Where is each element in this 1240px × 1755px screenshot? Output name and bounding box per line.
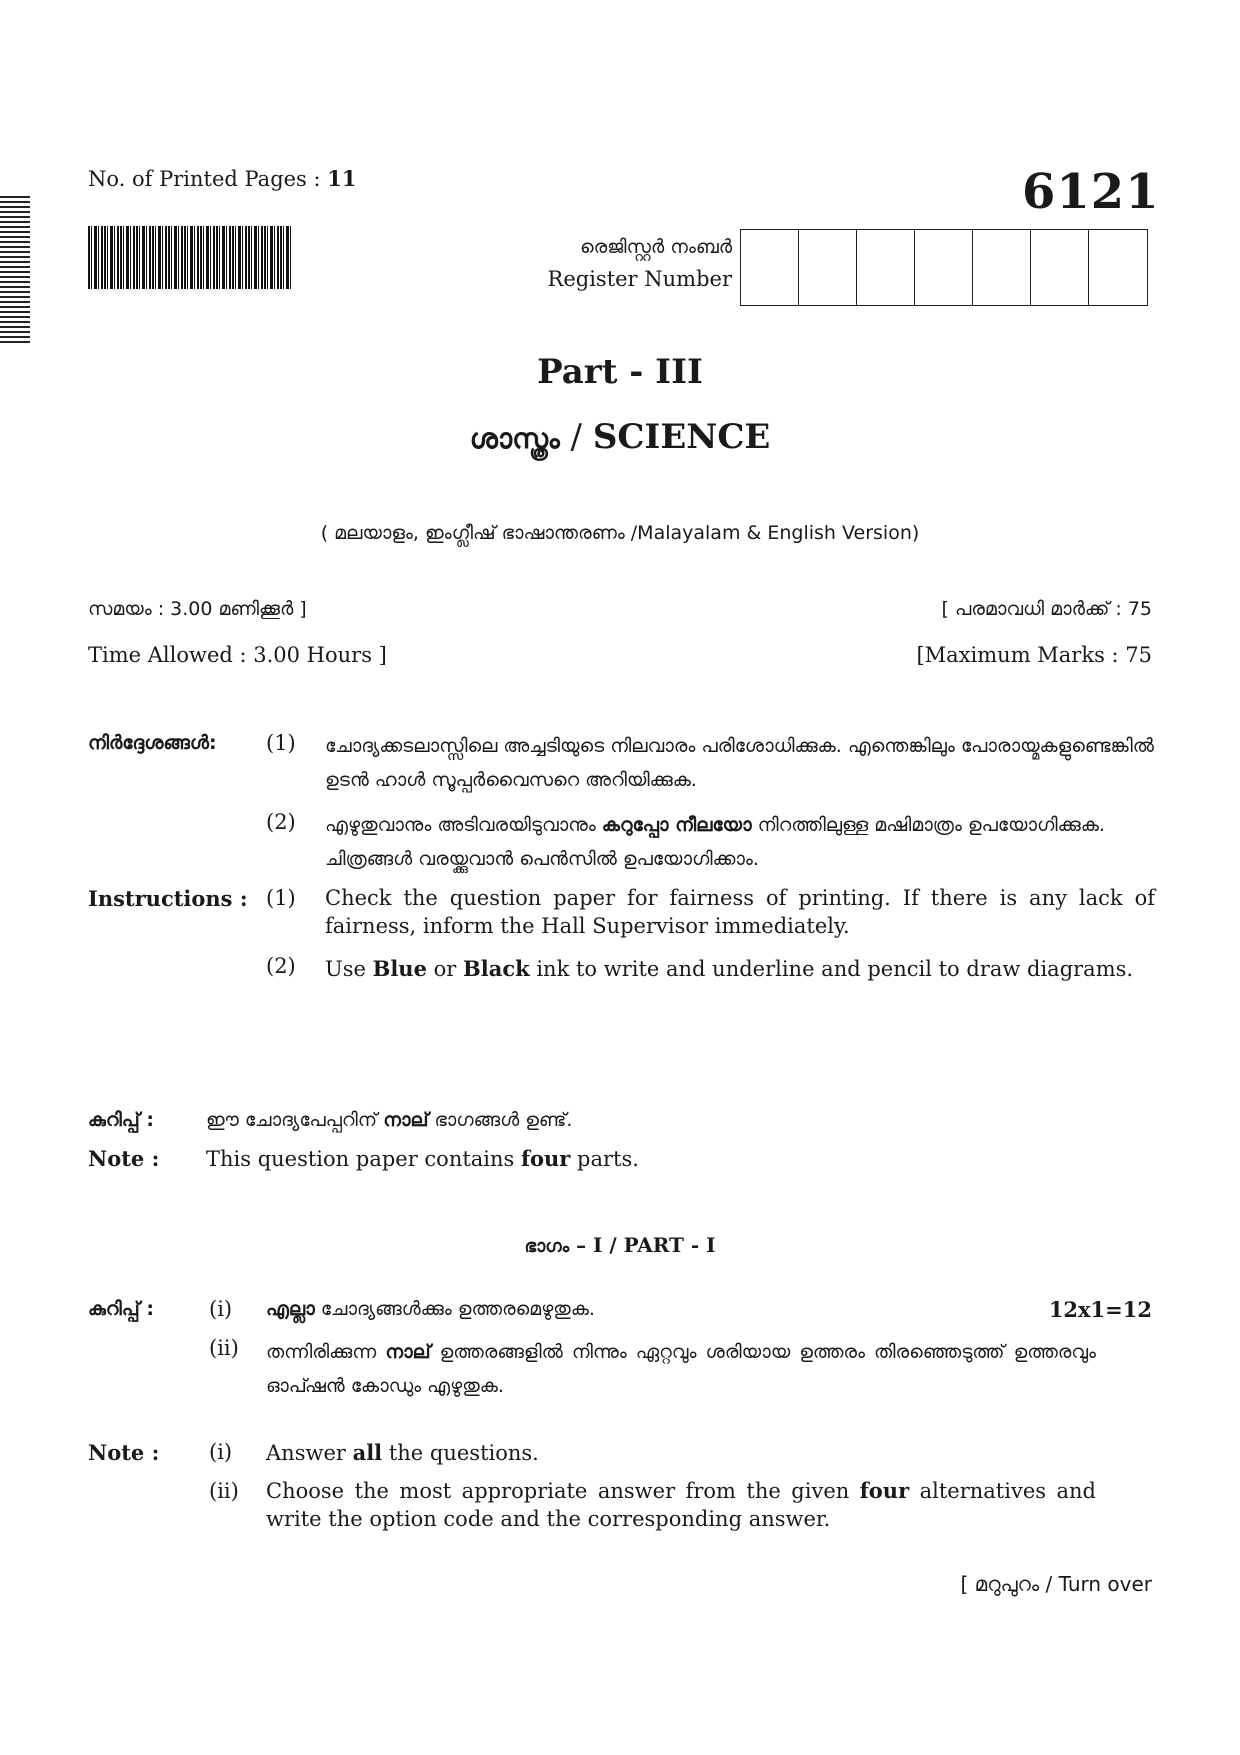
paper-code: 6121: [1022, 164, 1160, 220]
instructions-en-text-2e: ink to write and underline and pencil to draw diagrams.: [529, 957, 1134, 981]
part1-ii-en-b: four: [859, 1478, 910, 1503]
side-barcode: [0, 196, 30, 346]
note-top-text-en-b: four: [521, 1146, 571, 1171]
instructions-en-num-1: (1): [266, 886, 296, 910]
time-en: Time Allowed : 3.00 Hours ]: [88, 643, 387, 667]
version-text: ( മലയാളം, ഇംഗ്ലീഷ് ഭാഷാന്തരണം /Malayalam & English Version): [320, 522, 920, 544]
part1-num-i-ml: (i): [209, 1297, 233, 1321]
part1-i-en-a: Answer: [266, 1441, 353, 1465]
instructions-en-text-2d: Black: [462, 956, 530, 981]
part1-ii-ml-c: ഉത്തരങ്ങളിൽ നിന്നും ഏറ്റവും ശരിയായ ഉത്തരം തിരഞ്ഞെടുത്ത് ഉത്തരവും ഓപ്ഷൻ കോഡും എഴുതുക.: [266, 1341, 1096, 1397]
part1-num-ii-en: (ii): [209, 1479, 239, 1503]
register-label-en: Register Number: [547, 267, 732, 291]
instructions-en-text-2: [325, 952, 1155, 986]
part1-ii-ml-b: നാല്: [385, 1341, 431, 1363]
part1-heading-ml: ഭാഗം: [524, 1236, 570, 1257]
instructions-en-num-2: (2): [266, 954, 296, 978]
note-top-text-en-a: This question paper contains: [206, 1147, 521, 1171]
part1-marks: 12x1=12: [1048, 1297, 1152, 1322]
part1-ii-ml-a: തന്നിരിക്കുന്ന: [266, 1341, 386, 1363]
register-digit-box[interactable]: [741, 230, 799, 305]
part1-i-en: [266, 1440, 539, 1465]
instructions-ml-text-2c: നിറത്തിലുള്ള മഷിമാത്രം ഉപയോഗിക്കുക. ചിത്രങ്ങൾ വരയ്ക്കുവാൻ പെൻസിൽ ഉപയോഗിക്കാം.: [325, 814, 1105, 870]
part1-i-ml: [266, 1298, 595, 1320]
instructions-en-text-2a: Use: [325, 957, 373, 981]
barcode: [88, 226, 291, 289]
instructions-ml-text-1: ചോദ്യക്കടലാസ്സിലെ അച്ചടിയുടെ നിലവാരം പരിശോധിക്കുക. എന്തെങ്കിലും പോരായ്മകളുണ്ടെങ്കിൽ ഉടൻ ഹാൾ സൂപ്പർവൈസറെ അറിയിക്കുക.: [325, 735, 1154, 791]
marks-ml: [ പരമാവധി മാർക്ക് : 75: [941, 598, 1152, 620]
part1-num-i-en: (i): [209, 1440, 233, 1464]
turn-over: [961, 1572, 1153, 1596]
register-label-ml: രെജിസ്റ്റർ നംബർ: [580, 236, 732, 258]
instructions-en-label: Instructions :: [88, 886, 248, 911]
subject-en: SCIENCE: [592, 417, 771, 457]
instructions-en-text-1: Check the question paper for fairness of printing. If there is any lack of fairness, inform the Hall Supervisor immediately.: [325, 886, 1155, 938]
note-top-text-en: [206, 1146, 639, 1171]
note-top-text-ml: [206, 1109, 572, 1131]
instructions-ml-num-2: (2): [266, 810, 296, 834]
part1-note-label-en: Note :: [88, 1440, 160, 1465]
instructions-ml-num-1: (1): [266, 731, 296, 755]
part1-ii-en-c: alternatives and write the option code and the corresponding answer.: [266, 1479, 1096, 1531]
instructions-ml-label: നിർദ്ദേശങ്ങൾ:: [88, 732, 217, 754]
subject-title: [0, 417, 1240, 457]
instructions-ml-text-2a: എഴുതുവാനും അടിവരയിടുവാനും: [325, 814, 602, 836]
register-digit-box[interactable]: [973, 230, 1031, 305]
note-top-label-ml: കുറിപ്പ് :: [88, 1109, 154, 1131]
part1-i-en-b: all: [352, 1440, 383, 1465]
register-number-boxes: [740, 229, 1148, 306]
instructions-ml-text-2b: കറുപ്പോ നീലയോ: [601, 814, 752, 836]
instructions-en-text-2c: or: [426, 957, 463, 981]
time-ml: സമയം : 3.00 മണിക്കൂർ ]: [88, 598, 307, 620]
part1-note-label-ml: കുറിപ്പ് :: [88, 1298, 154, 1320]
register-digit-box[interactable]: [857, 230, 915, 305]
printed-pages-value: 11: [327, 166, 357, 191]
note-top-text-ml-b: നാല്: [383, 1109, 429, 1131]
subject-separator: /: [559, 417, 593, 457]
register-digit-box[interactable]: [799, 230, 857, 305]
note-top-text-ml-a: ഈ ചോദ്യപേപ്പറിന്: [206, 1109, 384, 1131]
turn-over-text: [ മറുപുറം / Turn over: [960, 1572, 1152, 1596]
part-title: Part - III: [537, 352, 703, 392]
note-top-text-ml-c: ഭാഗങ്ങൾ ഉണ്ട്.: [428, 1109, 573, 1131]
marks-en: [Maximum Marks : 75: [916, 643, 1152, 667]
instructions-en-text-2b: Blue: [372, 956, 427, 981]
instructions-ml-text-2: [325, 808, 1155, 876]
part1-ii-en-a: Choose the most appropriate answer from the given: [266, 1479, 860, 1503]
note-top-text-en-c: parts.: [570, 1147, 639, 1171]
printed-pages: [88, 166, 357, 191]
subject-ml: ശാസ്ത്രം: [469, 422, 560, 455]
part1-ii-ml: [266, 1335, 1096, 1403]
part1-heading-en: – I / PART - I: [569, 1233, 716, 1257]
part1-num-ii-ml: (ii): [209, 1336, 239, 1360]
part1-i-ml-b: ചോദ്യങ്ങൾക്കും ഉത്തരമെഴുതുക.: [314, 1298, 595, 1320]
part1-heading: [0, 1233, 1240, 1257]
printed-pages-label: No. of Printed Pages :: [88, 167, 328, 191]
version-line: [0, 520, 1240, 544]
part1-i-en-c: the questions.: [382, 1441, 539, 1465]
note-top-label-en: Note :: [88, 1146, 160, 1171]
part1-ii-en: [266, 1477, 1096, 1533]
register-digit-box[interactable]: [1089, 230, 1147, 305]
part1-i-ml-a: എല്ലാ: [266, 1298, 315, 1320]
register-digit-box[interactable]: [915, 230, 973, 305]
register-digit-box[interactable]: [1031, 230, 1089, 305]
